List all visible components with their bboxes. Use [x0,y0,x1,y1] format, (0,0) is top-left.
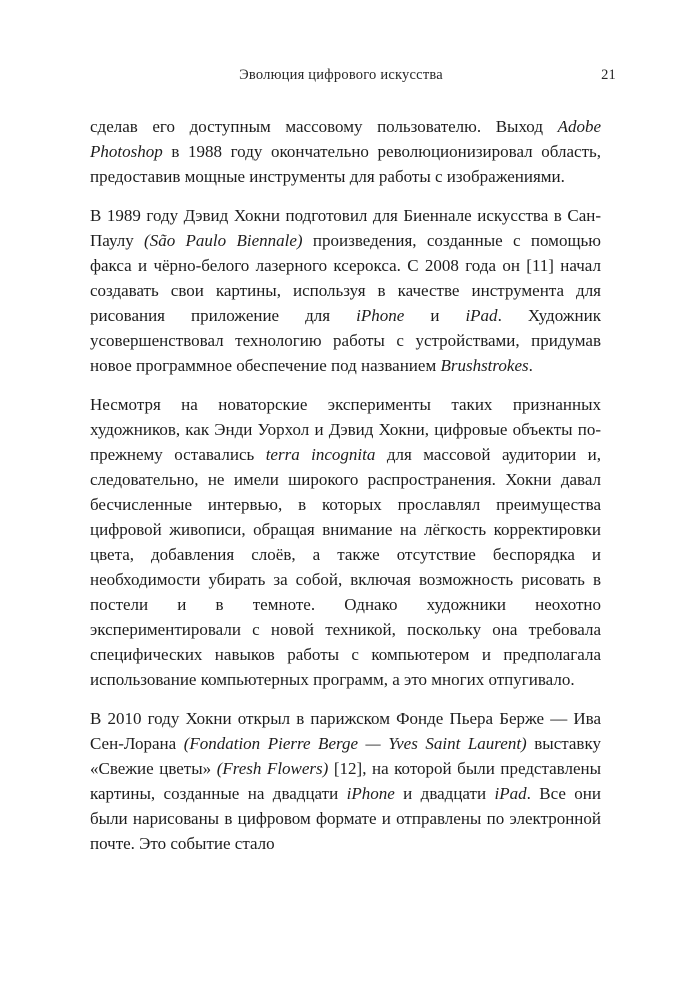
text-run: В 2010 году Хокни открыл в парижском Фонде Пьера Берже — Ива Сен-Лорана [90,709,601,753]
italic-text-run: iPhone [356,306,405,325]
text-run: для массовой аудитории и, следовательно, не имели широкого распространения. Хокни давал бесчисленные интервью, в которых прославлял преимущества цифровой живописи, обращая внимание на лёгкость корректировки цвета, добавления слоёв, а также отсутствие беспорядка и необходимости убирать за собой, включая возможность рисовать в постели и в темноте. Однако художники неохотно экспериментировали с новой техникой, поскольку она требовала специфических навыков работы с компьютером и предполагала использование компьютерных программ, а это многих отпугивало. [90,445,601,689]
text-run: Несмотря на новаторские эксперименты таких признанных художников, как Энди Уорхол и Дэвид Хокни, цифровые объекты по-прежнему оставались [90,395,601,464]
text-run: . Все они были нарисованы в цифровом формате и отправлены по электронной почте. Это событие стало [90,784,601,853]
chapter-title: Эволюция цифрового искусства [239,67,443,83]
text-run: выставку «Свежие цветы» [90,734,601,778]
running-head [0,66,682,84]
text-run: [12], на которой были представлены картины, созданные на двадцати [90,759,602,803]
italic-text-run: iPad [465,306,498,325]
text-run: сделав его доступным массовому пользователю. Выход [90,117,558,136]
italic-text-run: (Fondation Pierre Berge — Yves Saint Laurent) [183,734,527,753]
text-run: . Художник усовершенствовал технологию работы с устройствами, придумав новое программное обеспечение под названием [90,306,601,375]
text-run: и [404,306,466,325]
italic-text-run: (Fresh Flowers) [216,759,329,778]
paragraph [90,203,601,378]
paragraph [90,392,601,692]
italic-text-run: (São Paulo Biennale) [144,231,303,250]
body-text [90,114,601,856]
text-run: в 1988 году окончательно революционизировал область, предоставив мощные инструменты для работы с изображениями. [90,142,601,186]
paragraph [90,114,601,189]
italic-text-run: Brushstrokes [440,356,529,375]
italic-text-run: iPhone [346,784,395,803]
italic-text-run: Adobe Photoshop [90,117,601,161]
paragraph [90,706,601,856]
text-run: и двадцати [394,784,495,803]
italic-text-run: terra incognita [265,445,376,464]
text-run: . [528,356,533,375]
page-number: 21 [601,67,616,83]
text-run: произведения, созданные с помощью факса и чёрно-белого лазерного ксерокса. С 2008 года он [11] начал создавать свои картины, используя в качестве инструмента для рисования приложение для [90,231,601,325]
text-run: В 1989 году Дэвид Хокни подготовил для Биеннале искусства в Сан-Паулу [90,206,601,250]
italic-text-run: iPad [494,784,527,803]
